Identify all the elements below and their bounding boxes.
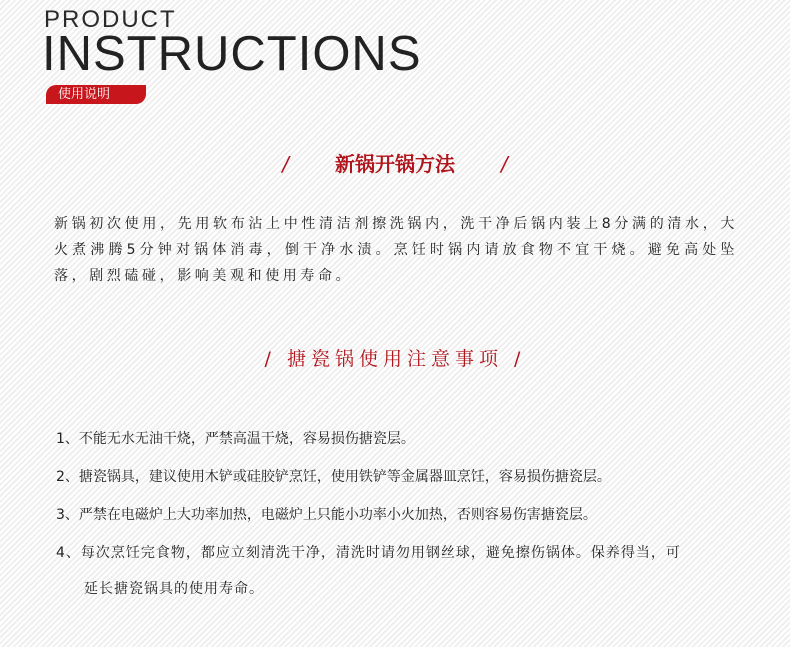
header-tag: 使用说明: [46, 85, 146, 104]
list-item: [56, 535, 736, 607]
slash-left: /: [282, 152, 289, 176]
list-item: 1、不能无水无油干烧，严禁高温干烧，容易损伤搪瓷层。: [56, 431, 415, 447]
section1-body: 新锅初次使用，先用软布沾上中性清洁剂擦洗锅内，洗干净后锅内装上8分满的清水，大火煮沸腾5分钟对锅体消毒，倒干净水渍。烹饪时锅内请放食物不宜干烧。避免高处坠落，剧烈磕碰，影响美观和使用寿命。: [54, 216, 738, 284]
list-item: 2、搪瓷锅具，建议使用木铲或硅胶铲烹饪，使用铁铲等金属器皿烹饪，容易损伤搪瓷层。: [56, 469, 611, 485]
precautions-list: [56, 430, 736, 627]
list-item-continuation: 延长搪瓷锅具的使用寿命。: [84, 581, 264, 597]
section1-heading: [0, 148, 790, 177]
header-subtitle: PRODUCT: [44, 6, 177, 33]
slash-right: /: [501, 152, 508, 176]
header-title: INSTRUCTIONS: [42, 27, 422, 81]
list-item-text: 4、每次烹饪完食物，都应立刻清洗干净，清洗时请勿用钢丝球，避免擦伤锅体。保养得当，可: [56, 545, 681, 561]
section1-title: 新锅开锅方法: [335, 152, 455, 176]
section2-title: / 搪瓷锅使用注意事项 /: [264, 348, 526, 370]
list-item: 3、严禁在电磁炉上大功率加热，电磁炉上只能小功率小火加热，否则容易伤害搪瓷层。: [56, 507, 597, 523]
